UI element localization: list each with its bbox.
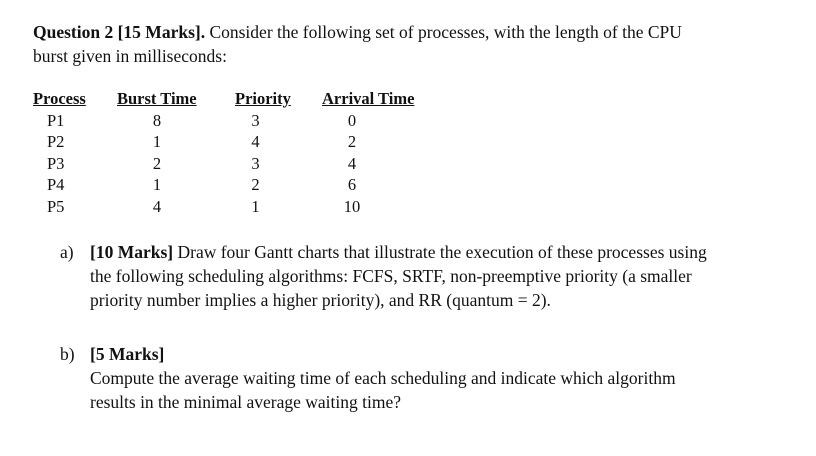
part-b-body: [90, 342, 780, 414]
intro-line-1: [33, 20, 793, 44]
part-a: [60, 240, 790, 320]
cell-process: P5: [47, 196, 65, 216]
cell-process: P2: [47, 132, 65, 152]
cell-arrival: 2: [347, 132, 357, 152]
part-a-body: [90, 240, 780, 312]
part-a-line-1: [90, 240, 780, 264]
table-row: [33, 175, 442, 197]
cell-arrival: 0: [347, 110, 357, 130]
table-header-row: [33, 88, 442, 110]
table-row: [33, 110, 442, 132]
process-table: [33, 88, 442, 218]
part-b-marks: [5 Marks]: [90, 344, 165, 364]
intro-text: Consider the following set of processes, with the length of the CPU: [209, 22, 682, 42]
cell-burst: 8: [152, 110, 162, 130]
cell-priority: 1: [251, 196, 260, 216]
cell-priority: 3: [251, 110, 260, 130]
question-title: Question 2 [15 Marks].: [33, 22, 206, 42]
cell-burst: 1: [152, 175, 162, 195]
part-b: [60, 342, 790, 422]
table-row: [33, 153, 442, 175]
cell-process: P1: [47, 110, 65, 130]
cell-burst: 2: [152, 153, 162, 173]
table-row: [33, 196, 442, 218]
part-b-line-2: results in the minimal average waiting time?: [90, 392, 402, 412]
cell-process: P4: [47, 175, 65, 195]
header-arrival-time: Arrival Time: [322, 89, 415, 108]
cell-priority: 4: [251, 132, 260, 152]
part-a-text-1: Draw four Gantt charts that illustrate the execution of these processes using: [177, 242, 707, 262]
cell-priority: 2: [251, 175, 260, 195]
part-a-marks: [10 Marks]: [90, 242, 174, 262]
cell-arrival: 6: [347, 175, 357, 195]
part-b-label: b): [60, 344, 75, 364]
header-process: Process: [33, 89, 86, 108]
intro-line-2: burst given in milliseconds:: [33, 46, 227, 66]
cell-burst: 4: [152, 196, 162, 216]
cell-priority: 3: [251, 153, 260, 173]
cell-burst: 1: [152, 132, 162, 152]
header-priority: Priority: [235, 89, 291, 108]
cell-arrival: 10: [343, 196, 361, 216]
part-a-line-2: the following scheduling algorithms: FCFS, SRTF, non-preemptive priority (a smaller: [90, 266, 692, 286]
part-b-line-1: Compute the average waiting time of each scheduling and indicate which algorithm: [90, 368, 676, 388]
question-intro: [33, 20, 793, 68]
part-a-line-3: priority number implies a higher priority), and RR (quantum = 2).: [90, 290, 551, 310]
table-row: [33, 132, 442, 154]
cell-arrival: 4: [347, 153, 357, 173]
part-a-label: a): [60, 242, 74, 262]
cell-process: P3: [47, 153, 65, 173]
header-burst-time: Burst Time: [117, 89, 197, 108]
